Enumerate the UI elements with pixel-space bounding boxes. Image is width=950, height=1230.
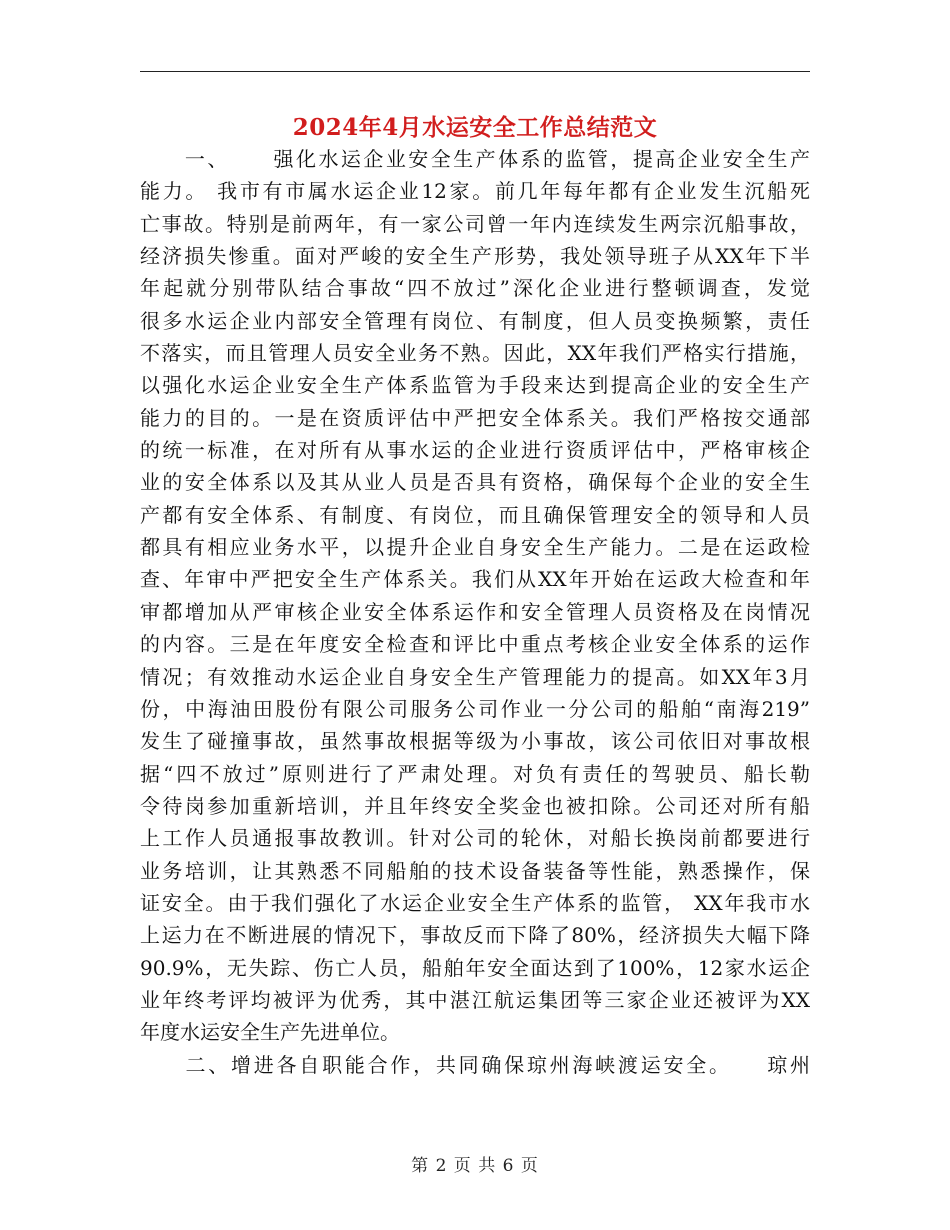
body-line: 能力的目的。一是在资质评估中严把安全体系关。我们严格按交通部 (140, 405, 810, 430)
body-line: 年度水运安全生产先进单位。 (140, 1020, 400, 1045)
body-line: 证安全。由于我们强化了水运企业安全生产体系的监管， XX年我市水 (140, 890, 810, 915)
body-line: 亡事故。特别是前两年，有一家公司曾一年内连续发生两宗沉船事故， (140, 211, 810, 236)
body-line: 上运力在不断进展的情况下，事故反而下降了80%，经济损失大幅下降 (140, 923, 810, 948)
body-line: 能力。 我市有市属水运企业12家。前几年每年都有企业发生沉船死 (140, 179, 810, 204)
body-line: 业年终考评均被评为优秀，其中湛江航运集团等三家企业还被评为XX (140, 987, 810, 1012)
document-title: 2024年4月水运安全工作总结范文 (292, 114, 658, 141)
body-line: 一、 强化水运企业安全生产体系的监管，提高企业安全生产 (140, 147, 810, 171)
body-line: 年起就分别带队结合事故“四不放过”深化企业进行整顿调查，发觉 (140, 276, 810, 301)
body-line: 审都增加从严审核企业安全体系运作和安全管理人员资格及在岗情况 (140, 599, 810, 624)
body-line: 发生了碰撞事故，虽然事故根据等级为小事故，该公司依旧对事故根 (140, 729, 810, 754)
page-number: 第 2 页 共 6 页 (411, 1156, 539, 1176)
body-line: 经济损失惨重。面对严峻的安全生产形势，我处领导班子从XX年下半 (140, 244, 810, 269)
header-rule (140, 71, 810, 72)
body-line: 以强化水运企业安全生产体系监管为手段来达到提高企业的安全生产 (140, 373, 810, 398)
body-line: 90.9%，无失踪、伤亡人员，船舶年安全面达到了100%，12家水运企 (140, 955, 810, 980)
body-line: 业的安全体系以及其从业人员是否具有资格，确保每个企业的安全生 (140, 470, 810, 495)
body-line: 查、年审中严把安全生产体系关。我们从XX年开始在运政大检查和年 (140, 567, 810, 592)
body-line: 产都有安全体系、有制度、有岗位，而且确保管理安全的领导和人员 (140, 502, 810, 527)
body-line: 份，中海油田股份有限公司服务公司作业一分公司的船舶“南海219” (140, 696, 810, 721)
document-body (140, 143, 810, 1081)
body-line: 上工作人员通报事故教训。针对公司的轮休，对船长换岗前都要进行 (140, 826, 810, 851)
body-line: 的内容。三是在年度安全检查和评比中重点考核企业安全体系的运作 (140, 632, 810, 657)
body-line: 很多水运企业内部安全管理有岗位、有制度，但人员变换频繁，责任 (140, 308, 810, 333)
body-line: 业务培训，让其熟悉不同船舶的技术设备装备等性能，熟悉操作，保 (140, 858, 810, 883)
body-line: 令待岗参加重新培训，并且年终安全奖金也被扣除。公司还对所有船 (140, 793, 810, 818)
body-line: 情况；有效推动水运企业自身安全生产管理能力的提高。如XX年3月 (140, 664, 810, 689)
body-line: 不落实，而且管理人员安全业务不熟。因此，XX年我们严格实行措施， (140, 341, 810, 366)
body-line: 据“四不放过”原则进行了严肃处理。对负有责任的驾驶员、船长勒 (140, 761, 810, 786)
body-line: 的统一标准，在对所有从事水运的企业进行资质评估中，严格审核企 (140, 438, 810, 463)
body-line: 二、增进各自职能合作，共同确保琼州海峡渡运安全。 琼州 (140, 1052, 810, 1077)
body-line: 都具有相应业务水平，以提升企业自身安全生产能力。二是在运政检 (140, 535, 810, 560)
